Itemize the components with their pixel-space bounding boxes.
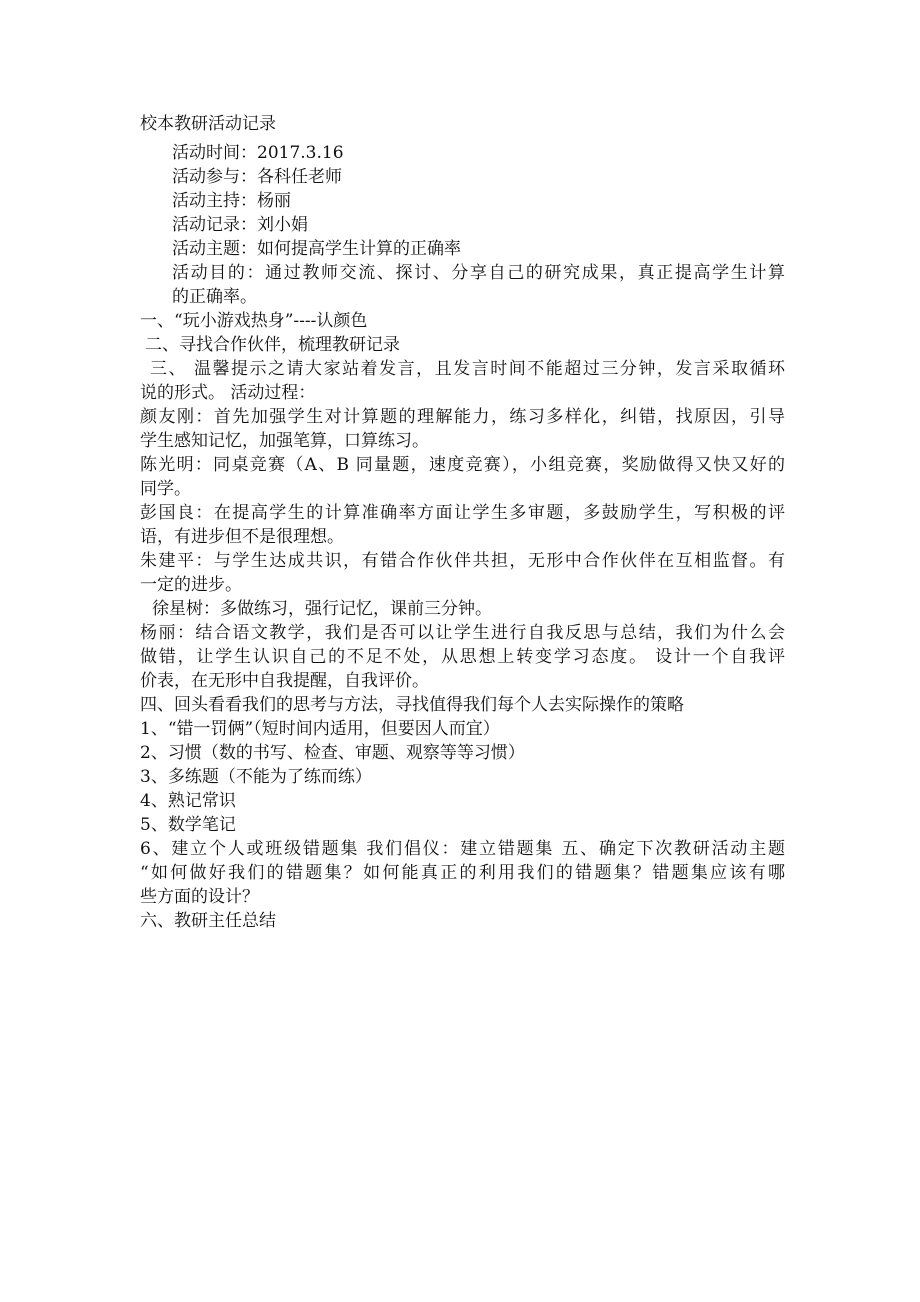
section-1-heading: 一、“玩小游戏热身”----认颜色	[140, 311, 368, 331]
section-3-line-2: 说的形式。 活动过程：	[140, 383, 316, 403]
speech-yan-line-2: 学生感知记忆，加强笔算，口算练习。	[140, 431, 429, 451]
strategy-item-5: 5、数学笔记	[140, 815, 236, 835]
strategy-item-4: 4、熟记常识	[140, 791, 236, 811]
strategy-item-3: 3、多练题（不能为了练而练）	[140, 767, 372, 787]
document-title: 校本教研活动记录	[140, 114, 276, 134]
meta-participants: 活动参与：各科任老师	[172, 167, 342, 187]
speech-zhu-line-1: 朱建平：与学生达成共识，有错合作伙伴共担，无形中合作伙伴在互相监督。有	[140, 551, 785, 571]
speech-peng-line-2: 语，有进步但不是很理想。	[140, 527, 344, 547]
strategy-item-2: 2、习惯（数的书写、检查、审题、观察等等习惯）	[140, 743, 525, 763]
section-6-heading: 六、教研主任总结	[140, 911, 276, 931]
speech-xu-line-1: 徐星树：多做练习，强行记忆，课前三分钟。	[152, 599, 492, 619]
meta-host: 活动主持：杨丽	[172, 191, 291, 211]
section-5-line-1: “如何做好我们的错题集？如何能真正的利用我们的错题集？错题集应该有哪	[140, 863, 785, 883]
speech-yang-line-1: 杨丽：结合语文教学，我们是否可以让学生进行自我反思与总结，我们为什么会	[140, 623, 785, 643]
speech-zhu-line-2: 一定的进步。	[140, 575, 242, 595]
speech-yang-line-2: 做错，让学生认识自己的不足不处，从思想上转变学习态度。 设计一个自我评	[140, 647, 785, 667]
strategy-item-1: 1、“错一罚俩”（短时间内适用，但要因人而宜）	[140, 719, 500, 739]
speech-yang-line-3: 价表，在无形中自我提醒，自我评价。	[140, 671, 429, 691]
meta-recorder: 活动记录：刘小娟	[172, 215, 308, 235]
meta-theme: 活动主题：如何提高学生计算的正确率	[172, 239, 461, 259]
strategy-item-6: 6、建立个人或班级错题集 我们倡仪：建立错题集 五、确定下次教研活动主题	[140, 839, 785, 859]
meta-time: 活动时间：2017.3.16	[172, 143, 344, 163]
section-2-heading: 二、寻找合作伙伴，梳理教研记录	[145, 335, 400, 355]
purpose-line-2: 的正确率。	[172, 287, 257, 307]
speech-chen-line-2: 同学。	[140, 479, 191, 499]
section-4-heading: 四、回头看看我们的思考与方法，寻找值得我们每个人去实际操作的策略	[140, 695, 684, 715]
section-5-line-2: 些方面的设计？	[140, 887, 259, 907]
speech-peng-line-1: 彭国良：在提高学生的计算准确率方面让学生多审题，多鼓励学生，写积极的评	[140, 503, 785, 523]
purpose-line-1: 活动目的：通过教师交流、探讨、分享自己的研究成果，真正提高学生计算	[172, 263, 785, 283]
section-3-line-1: 三、 温馨提示之请大家站着发言，且发言时间不能超过三分钟，发言采取循环	[150, 359, 785, 379]
speech-chen-line-1: 陈光明：同桌竞赛（A、B 同量题，速度竞赛），小组竞赛，奖励做得又快又好的	[140, 455, 785, 475]
speech-yan-line-1: 颜友刚：首先加强学生对计算题的理解能力，练习多样化，纠错，找原因，引导	[140, 407, 785, 427]
